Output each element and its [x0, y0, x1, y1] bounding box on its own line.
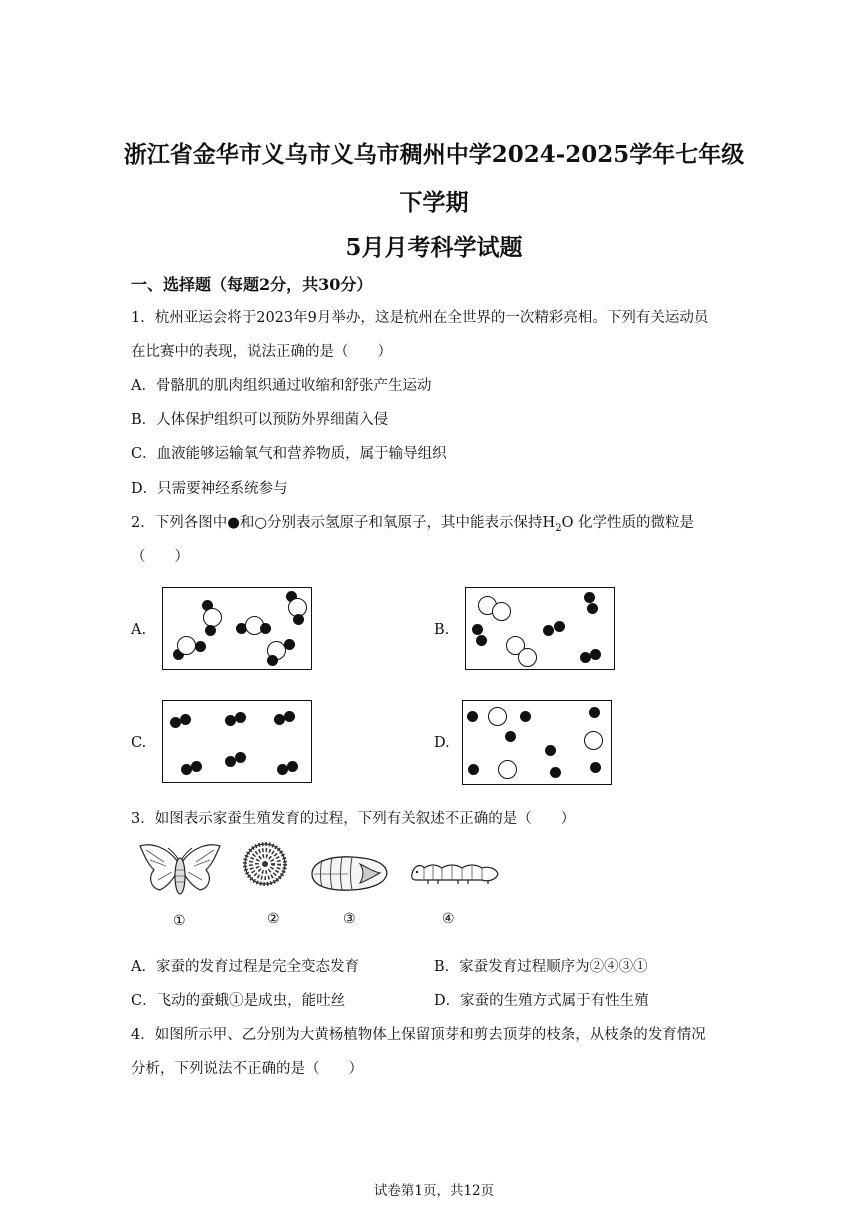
hydrogen-atom [235, 712, 246, 723]
q2-option-d-label: D. [434, 735, 450, 751]
hydrogen-atom [590, 762, 601, 773]
hydrogen-atom [543, 625, 554, 636]
hydrogen-atom [467, 711, 478, 722]
q4-stem-line-2: 分析，下列说法不正确的是（ ） [131, 1061, 363, 1077]
q2-option-a-label: A. [131, 622, 147, 638]
hydrogen-atom [293, 614, 304, 625]
hydrogen-atom [476, 635, 487, 646]
oxygen-atom [203, 608, 222, 627]
hydrogen-atom [191, 761, 202, 772]
q2-option-a-box [162, 587, 312, 670]
hydrogen-atom [284, 711, 295, 722]
q1-option-d: D．只需要神经系统参与 [131, 481, 288, 497]
hydrogen-atom [505, 731, 516, 742]
q3-option-b: B．家蚕发育过程顺序为②④③① [434, 959, 648, 975]
q2-option-c-label: C. [131, 735, 147, 751]
figure-label-4: ④ [442, 911, 455, 927]
hydrogen-atom [554, 621, 565, 632]
q2-stem-line-1 [131, 511, 694, 534]
q3-option-a: A．家蚕的发育过程是完全变态发育 [131, 959, 359, 975]
hydrogen-atom [287, 761, 298, 772]
hydrogen-atom [587, 603, 598, 614]
oxygen-atom [584, 731, 603, 750]
formula-o: O [561, 515, 574, 531]
q4-stem-line-1: 4．如图所示甲、乙分别为大黄杨植物体上保留顶芽和剪去顶芽的枝条，从枝条的发育情况 [131, 1027, 706, 1043]
hydrogen-atom [195, 641, 206, 652]
q3-option-d: D．家蚕的生殖方式属于有性生殖 [434, 993, 649, 1009]
oxygen-atom [488, 707, 507, 726]
moth-adult-icon [134, 840, 226, 902]
q1-stem-line-2: 在比赛中的表现，说法正确的是（ ） [131, 344, 392, 360]
figure-label-1: ① [173, 913, 186, 929]
q3-stem: 3．如图表示家蚕生殖发育的过程，下列有关叙述不正确的是（ ） [131, 811, 576, 827]
hydrogen-atom [584, 592, 595, 603]
hydrogen-atom [260, 623, 271, 634]
q2-option-c-box [162, 700, 312, 783]
hydrogen-atom [590, 649, 601, 660]
hydrogen-atom [180, 714, 191, 725]
q1-option-a: A．骨骼肌的肌肉组织通过收缩和舒张产生运动 [131, 378, 432, 394]
hydrogen-atom [205, 625, 216, 636]
q1-stem-line-1: 1．杭州亚运会将于2023年9月举办，这是杭州在全世界的一次精彩亮相。下列有关运动员 [131, 310, 709, 326]
hydrogen-atom [550, 767, 561, 778]
q2-option-b-label: B. [434, 622, 450, 638]
hydrogen-atom [468, 764, 479, 775]
hydrogen-atom [545, 745, 556, 756]
title-line-1: 浙江省金华市义乌市义乌市稠州中学2024-2025学年七年级 [123, 141, 745, 168]
q2-stem-part-2: 化学性质的微粒是 [578, 515, 695, 531]
hydrogen-atom [267, 655, 278, 666]
oxygen-atom [492, 602, 511, 621]
q1-option-b: B．人体保护组织可以预防外界细菌入侵 [131, 412, 389, 428]
page-footer: 试卷第1页，共12页 [373, 1183, 495, 1199]
q1-option-c: C．血液能够运输氧气和营养物质，属于输导组织 [131, 446, 447, 462]
q2-option-b-box [465, 587, 615, 670]
title-line-3: 5月月考科学试题 [345, 234, 523, 261]
h2o-formula [542, 515, 574, 534]
formula-subscript: 2 [555, 522, 562, 534]
q2-option-d-box [462, 700, 612, 785]
hydrogen-atom [472, 624, 483, 635]
larva-icon [408, 858, 502, 888]
figure-label-3: ③ [343, 911, 356, 927]
section-heading: 一、选择题（每题2分，共30分） [131, 275, 373, 294]
oxygen-atom [498, 760, 517, 779]
figure-label-2: ② [267, 911, 280, 927]
egg-cluster-icon [243, 842, 287, 886]
hydrogen-atom [235, 752, 246, 763]
q2-stem-line-2: （ ） [131, 549, 189, 565]
pupa-icon [308, 852, 390, 894]
hydrogen-atom [520, 711, 531, 722]
q3-option-c: C．飞动的蚕蛾①是成虫，能吐丝 [131, 993, 346, 1009]
oxygen-atom [518, 648, 537, 667]
q2-stem-part-1: 2．下列各图中●和○分别表示氢原子和氧原子，其中能表示保持 [131, 515, 543, 531]
title-line-2: 下学期 [399, 189, 469, 216]
hydrogen-atom [589, 707, 600, 718]
formula-h: H [542, 515, 556, 531]
oxygen-atom [177, 636, 196, 655]
